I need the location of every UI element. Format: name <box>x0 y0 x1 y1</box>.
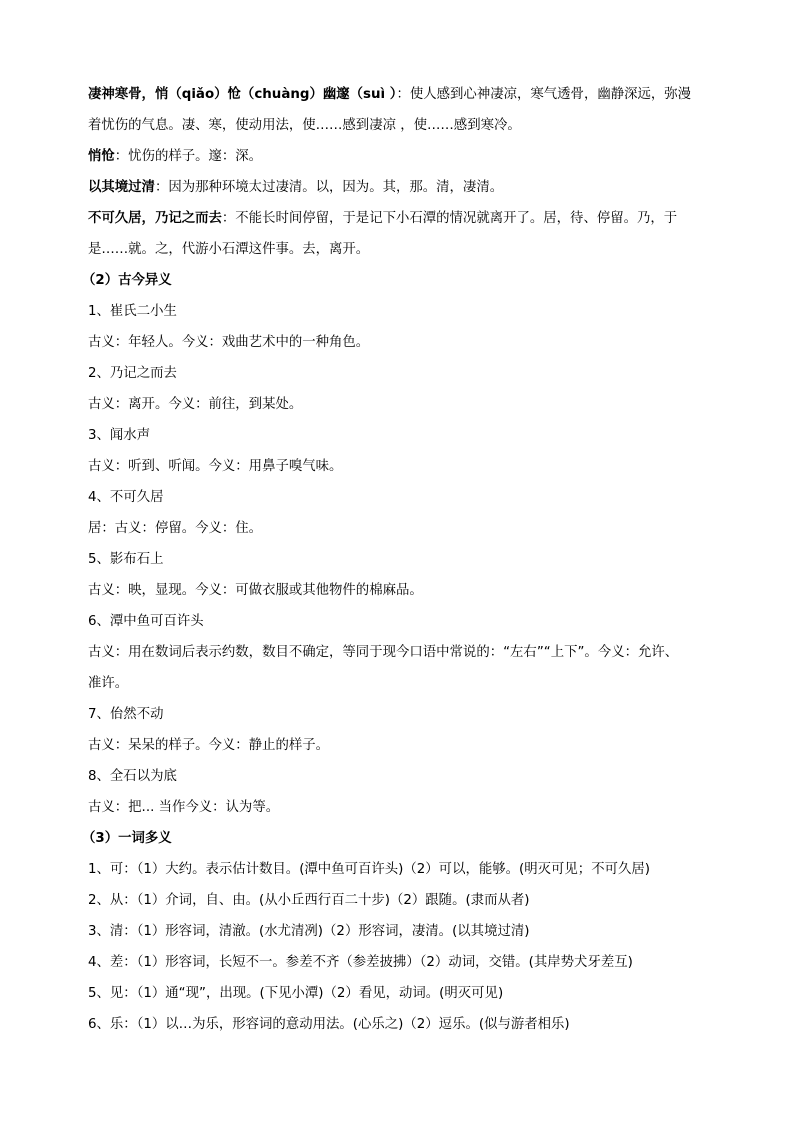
list-item: 4、差：（1）形容词，长短不一。参差不齐（参差披拂）（2）动词，交错。(其岸势犬牙差互) <box>88 955 633 970</box>
list-item-text: 古义：年轻人。今义：戏曲艺术中的一种角色。 <box>88 335 370 350</box>
list-item-text: 准许。 <box>88 676 129 691</box>
list-item-text: 古义：离开。今义：前往，到某处。 <box>88 397 303 412</box>
list-item-text: 居：古义：停留。今义：住。 <box>88 521 263 536</box>
term-phrase: 以其境过清 <box>88 180 155 195</box>
section-heading-yici-duoyi: （3）一词多义 <box>82 831 172 846</box>
term-2-line-1 <box>88 141 713 172</box>
section-heading-gujin-yiyi: （2）古今异义 <box>82 273 172 288</box>
term-phrase: 悄怆 <box>88 149 115 164</box>
term-1-line-1 <box>88 79 713 110</box>
list-item-text: 古义：呆呆的样子。今义：静止的样子。 <box>88 738 330 753</box>
term-phrase: 不可久居，乃记之而去 <box>88 211 222 226</box>
list-item: 3、清：（1）形容词，清澈。(水尤清冽)（2）形容词，凄清。(以其境过清) <box>88 924 530 939</box>
list-item-text: 古义：听到、听闻。今义：用鼻子嗅气味。 <box>88 459 343 474</box>
document-content <box>82 79 713 1040</box>
list-item-title: 6、潭中鱼可百许头 <box>88 614 204 629</box>
list-item-title: 8、全石以为底 <box>88 769 177 784</box>
list-item-title: 4、不可久居 <box>88 490 164 505</box>
list-item-text: 古义：把... 当作今义：认为等。 <box>88 800 280 815</box>
list-item-text: 古义：映，显现。今义：可做衣服或其他物件的棉麻品。 <box>88 583 423 598</box>
term-explanation: ：使人感到心神凄凉，寒气透骨，幽静深远，弥漫 <box>396 87 692 102</box>
list-item: 5、见：（1）通“现”，出现。(下见小潭)（2）看见，动词。(明灭可见) <box>88 986 504 1001</box>
term-explanation: 是……就。之，代游小石潭这件事。去，离开。 <box>88 242 370 257</box>
term-phrase: 凄神寒骨，悄（qiǎo）怆（chuàng）幽邃（suì ） <box>88 87 397 102</box>
list-item-title: 3、闻水声 <box>88 428 151 443</box>
list-item-title: 7、佁然不动 <box>88 707 164 722</box>
list-item: 6、乐：（1）以…为乐，形容词的意动用法。(心乐之)（2）逗乐。(似与游者相乐) <box>88 1017 570 1032</box>
list-item-title: 2、乃记之而去 <box>88 366 177 381</box>
list-item: 1、可：（1）大约。表示估计数目。(潭中鱼可百许头)（2）可以，能够。(明灭可见；不可久居) <box>88 862 650 877</box>
list-item-title: 5、影布石上 <box>88 552 164 567</box>
list-item-title: 1、崔氏二小生 <box>88 304 177 319</box>
term-3-line-1 <box>88 172 713 203</box>
term-explanation: ：忧伤的样子。邃：深。 <box>114 149 263 164</box>
term-explanation: ：因为那种环境太过凄清。以，因为。其，那。清，凄清。 <box>154 180 504 195</box>
term-explanation: 着忧伤的气息。凄、寒，使动用法，使……感到凄凉 ，使……感到寒冷。 <box>88 118 521 133</box>
list-item: 2、从：（1）介词，自、由。(从小丘西行百二十步)（2）跟随。(隶而从者) <box>88 893 530 908</box>
term-4-line-2 <box>88 234 713 265</box>
term-explanation: ：不能长时间停留，于是记下小石潭的情况就离开了。居，待、停留。乃，于 <box>221 211 678 226</box>
list-item-text: 古义：用在数词后表示约数，数目不确定，等同于现今口语中常说的：“左右”“上下”。今义：允许、 <box>88 645 679 660</box>
term-4-line-1 <box>88 203 713 234</box>
term-1-line-2 <box>88 110 713 141</box>
